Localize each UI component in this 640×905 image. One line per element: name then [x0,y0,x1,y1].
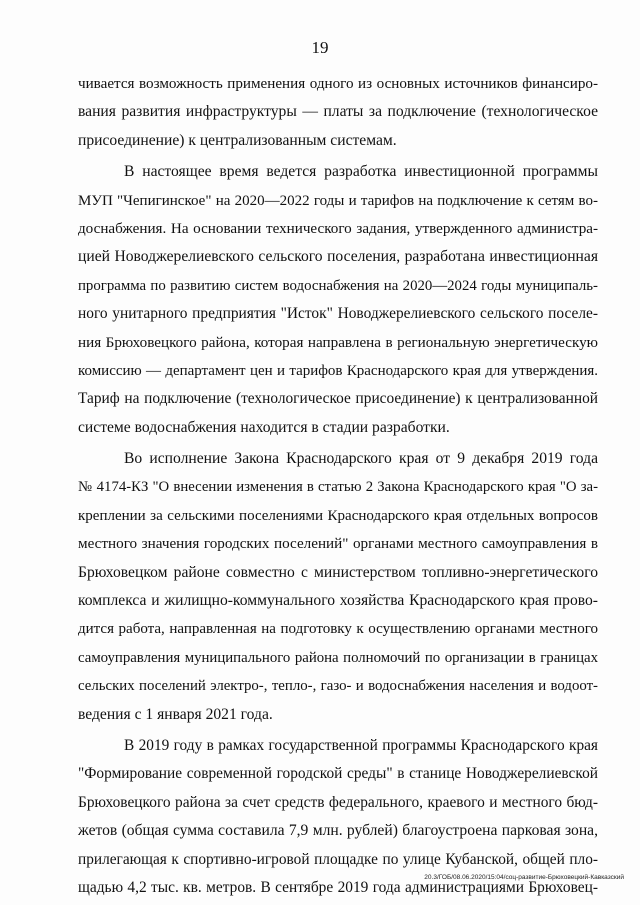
text-line: жетов (общая сумма составила 7,9 млн. рублей) благоустроена парковая зона, [78,822,598,840]
paragraph-2 [78,158,598,442]
text-line: "Формирование современной городской среды" в станице Новоджерелиевской [78,765,598,783]
text-line: Тариф на подключение (технологическое присоединение) к централизованной [78,390,598,408]
text-line: программа по развитию систем водоснабжения на 2020—2024 годы муниципаль- [78,277,598,294]
text-line: прилегающая к спортивно-игровой площадке по улице Кубанской, общей пло- [78,850,598,868]
text-line: В 2019 году в рамках государственной программы Краснодарского края [124,736,598,754]
text-line: Во исполнение Закона Краснодарского края от 9 декабря 2019 года [124,450,598,468]
text-line: вания развития инфраструктуры — платы за подключение (технологическое [78,103,598,121]
footer-reference: 20.3/ГОБ/08.06.2020/15:04/соц-развитие-Брюховецкий-Кавказский [424,874,624,881]
text-line: чивается возможность применения одного из основных источников финансиро- [78,76,598,92]
text-line: креплении за сельскими поселениями Краснодарского края отдельных вопросов [78,507,598,524]
text-line: Брюховецкого района за счет средств федерального, краевого и местного бюд- [78,793,598,811]
text-line: щадью 4,2 тыс. кв. метров. В сентябре 2019 года администрациями Брюховец- [78,878,598,896]
text-line: № 4174-КЗ "О внесении изменения в статью 2 Закона Краснодарского края "О за- [78,479,598,496]
text-line: дится работа, направленная на подготовку к осуществлению органами местного [78,621,598,638]
text-line: ния Брюховецкого района, которая направлена в региональную энергетическую [78,333,598,351]
paragraph-3 [78,445,598,729]
text-line: цией Новоджерелиевского сельского поселения, разработана инвестиционная [78,248,598,266]
text-line: ного унитарного предприятия "Исток" Новоджерелиевского сельского поселе- [78,305,598,323]
text-line: Брюховецком районе совместно с министерством топливно-энергетического [78,563,598,581]
body-text [78,70,598,902]
text-line: местного значения городских поселений" органами местного самоуправления в [78,535,598,553]
text-line: самоуправления муниципального района полномочий по организации в границах [78,649,598,666]
text-line: системе водоснабжения находится в стадии разработки. [78,418,450,436]
text-line: присоединение) к централизованным системам. [78,131,397,149]
text-line: доснабжения. На основании технического задания, утвержденного администра- [78,220,598,237]
text-line: комиссию — департамент цен и тарифов Краснодарского края для утверждения. [78,362,598,379]
paragraph-1 [78,70,598,155]
text-line: сельских поселений электро-, тепло-, газо- и водоснабжения населения и водоот- [78,678,598,695]
page-number: 19 [311,38,329,57]
text-line: ведения с 1 января 2021 года. [78,705,273,723]
text-line: комплекса и жилищно-коммунального хозяйства Краснодарского края прово- [78,592,598,610]
text-line: МУП "Чепигинское" на 2020—2022 годы и тарифов на подключение к сетям во- [78,192,598,209]
text-line: В настоящее время ведется разработка инвестиционной программы [124,163,598,181]
